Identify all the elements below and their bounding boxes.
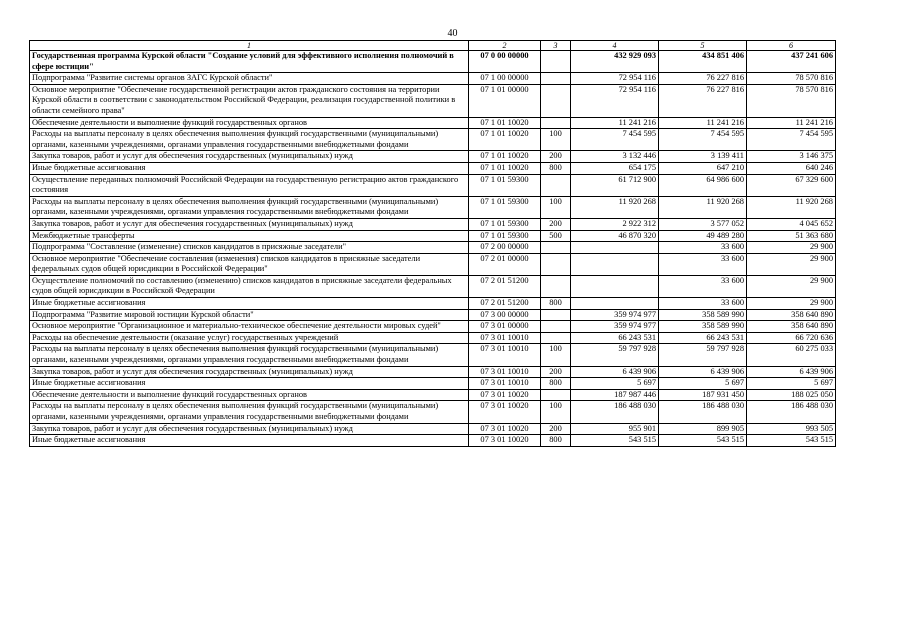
target-code-cell: 07 3 01 10010 <box>469 344 541 366</box>
target-code-cell: 07 1 01 59300 <box>469 196 541 218</box>
table-row <box>30 378 836 390</box>
amount-year3-cell: 78 570 816 <box>747 84 836 117</box>
amount-year2-cell: 434 851 406 <box>659 51 747 73</box>
amount-year2-cell: 899 905 <box>659 423 747 435</box>
amount-year2-cell: 33 600 <box>659 242 747 254</box>
amount-year1-cell: 11 241 216 <box>571 117 659 129</box>
item-name-cell: Иные бюджетные ассигнования <box>30 298 469 310</box>
table-row <box>30 151 836 163</box>
item-name-cell: Иные бюджетные ассигнования <box>30 435 469 447</box>
table-row <box>30 423 836 435</box>
item-name-cell: Закупка товаров, работ и услуг для обеспечения государственных (муниципальных) нужд <box>30 423 469 435</box>
expense-type-cell: 800 <box>541 378 571 390</box>
target-code-cell: 07 3 01 00000 <box>469 321 541 333</box>
column-number: 4 <box>571 41 659 51</box>
amount-year2-cell: 3 577 052 <box>659 218 747 230</box>
amount-year2-cell: 64 986 600 <box>659 174 747 196</box>
amount-year3-cell: 11 920 268 <box>747 196 836 218</box>
item-name-cell: Закупка товаров, работ и услуг для обеспечения государственных (муниципальных) нужд <box>30 151 469 163</box>
amount-year2-cell: 76 227 816 <box>659 84 747 117</box>
amount-year1-cell: 359 974 977 <box>571 321 659 333</box>
amount-year1-cell <box>571 275 659 297</box>
target-code-cell: 07 3 01 10020 <box>469 423 541 435</box>
amount-year1-cell: 3 132 446 <box>571 151 659 163</box>
expense-type-cell <box>541 275 571 297</box>
item-name-cell: Подпрограмма "Развитие мировой юстиции Курской области" <box>30 309 469 321</box>
target-code-cell: 07 1 01 59300 <box>469 230 541 242</box>
table-row <box>30 218 836 230</box>
amount-year1-cell: 432 929 093 <box>571 51 659 73</box>
amount-year1-cell <box>571 253 659 275</box>
expense-type-cell: 500 <box>541 230 571 242</box>
amount-year3-cell: 6 439 906 <box>747 366 836 378</box>
amount-year1-cell: 186 488 030 <box>571 401 659 423</box>
expense-type-cell: 200 <box>541 366 571 378</box>
column-number: 2 <box>469 41 541 51</box>
amount-year1-cell: 11 920 268 <box>571 196 659 218</box>
amount-year2-cell: 11 241 216 <box>659 117 747 129</box>
amount-year1-cell: 7 454 595 <box>571 129 659 151</box>
target-code-cell: 07 1 01 59300 <box>469 218 541 230</box>
amount-year1-cell: 5 697 <box>571 378 659 390</box>
column-number: 1 <box>30 41 469 51</box>
amount-year2-cell: 49 489 280 <box>659 230 747 242</box>
table-row <box>30 389 836 401</box>
item-name-cell: Основное мероприятие "Обеспечение государственной регистрации актов гражданского состояния на территории Курской области в соответствии с законодательством Российской Федерации, реализация государственной политики в области семейного права" <box>30 84 469 117</box>
amount-year3-cell: 640 246 <box>747 162 836 174</box>
amount-year2-cell: 33 600 <box>659 253 747 275</box>
amount-year3-cell: 11 241 216 <box>747 117 836 129</box>
target-code-cell: 07 3 01 10010 <box>469 366 541 378</box>
target-code-cell: 07 0 00 00000 <box>469 51 541 73</box>
amount-year1-cell: 543 515 <box>571 435 659 447</box>
expense-type-cell: 100 <box>541 196 571 218</box>
target-code-cell: 07 3 01 10020 <box>469 401 541 423</box>
expense-type-cell: 200 <box>541 151 571 163</box>
amount-year1-cell: 187 987 446 <box>571 389 659 401</box>
amount-year3-cell: 543 515 <box>747 435 836 447</box>
expense-type-cell <box>541 174 571 196</box>
expense-type-cell: 100 <box>541 129 571 151</box>
table-row <box>30 366 836 378</box>
amount-year1-cell: 66 243 531 <box>571 332 659 344</box>
amount-year3-cell: 67 329 600 <box>747 174 836 196</box>
item-name-cell: Закупка товаров, работ и услуг для обеспечения государственных (муниципальных) нужд <box>30 366 469 378</box>
target-code-cell: 07 1 01 10020 <box>469 151 541 163</box>
amount-year3-cell: 29 900 <box>747 242 836 254</box>
amount-year2-cell: 11 920 268 <box>659 196 747 218</box>
expense-type-cell: 100 <box>541 401 571 423</box>
table-row <box>30 332 836 344</box>
item-name-cell: Иные бюджетные ассигнования <box>30 162 469 174</box>
expense-type-cell <box>541 332 571 344</box>
expense-type-cell <box>541 242 571 254</box>
target-code-cell: 07 3 01 10010 <box>469 332 541 344</box>
target-code-cell: 07 2 00 00000 <box>469 242 541 254</box>
amount-year3-cell: 4 045 652 <box>747 218 836 230</box>
amount-year1-cell <box>571 242 659 254</box>
table-row <box>30 401 836 423</box>
amount-year2-cell: 187 931 450 <box>659 389 747 401</box>
item-name-cell: Основное мероприятие "Обеспечение составления (изменения) списков кандидатов в присяжные заседатели федеральных судов общей юрисдикции в Российской Федерации" <box>30 253 469 275</box>
table-row <box>30 129 836 151</box>
expense-type-cell <box>541 309 571 321</box>
target-code-cell: 07 3 01 10020 <box>469 435 541 447</box>
amount-year1-cell: 359 974 977 <box>571 309 659 321</box>
amount-year2-cell: 358 589 990 <box>659 321 747 333</box>
amount-year1-cell: 955 901 <box>571 423 659 435</box>
table-row <box>30 51 836 73</box>
table-row <box>30 174 836 196</box>
expense-type-cell: 800 <box>541 435 571 447</box>
target-code-cell: 07 2 01 51200 <box>469 298 541 310</box>
amount-year2-cell: 647 210 <box>659 162 747 174</box>
expense-type-cell <box>541 51 571 73</box>
table-row <box>30 309 836 321</box>
expense-type-cell <box>541 84 571 117</box>
expense-type-cell <box>541 117 571 129</box>
item-name-cell: Основное мероприятие "Организационное и материально-техническое обеспечение деятельности мировых судей" <box>30 321 469 333</box>
amount-year1-cell: 72 954 116 <box>571 84 659 117</box>
target-code-cell: 07 1 00 00000 <box>469 73 541 85</box>
amount-year2-cell: 5 697 <box>659 378 747 390</box>
table-row <box>30 84 836 117</box>
item-name-cell: Расходы на выплаты персоналу в целях обеспечения выполнения функций государственными (муниципальными) органами, казенными учреждениями, органами управления государственными внебюджетными фондами <box>30 129 469 151</box>
amount-year1-cell: 2 922 312 <box>571 218 659 230</box>
item-name-cell: Расходы на выплаты персоналу в целях обеспечения выполнения функций государственными (муниципальными) органами, казенными учреждениями, органами управления государственными внебюджетными фондами <box>30 344 469 366</box>
expense-type-cell: 100 <box>541 344 571 366</box>
item-name-cell: Закупка товаров, работ и услуг для обеспечения государственных (муниципальных) нужд <box>30 218 469 230</box>
table-row <box>30 253 836 275</box>
item-name-cell: Осуществление переданных полномочий Российской Федерации на государственную регистрацию актов гражданского состояния <box>30 174 469 196</box>
amount-year3-cell: 5 697 <box>747 378 836 390</box>
item-name-cell: Подпрограмма "Составление (изменение) списков кандидатов в присяжные заседатели" <box>30 242 469 254</box>
item-name-cell: Подпрограмма "Развитие системы органов ЗАГС Курской области" <box>30 73 469 85</box>
target-code-cell: 07 1 01 10020 <box>469 117 541 129</box>
table-row <box>30 275 836 297</box>
target-code-cell: 07 2 01 51200 <box>469 275 541 297</box>
item-name-cell: Обеспечение деятельности и выполнение функций государственных органов <box>30 117 469 129</box>
table-row <box>30 321 836 333</box>
amount-year2-cell: 3 139 411 <box>659 151 747 163</box>
expense-type-cell <box>541 253 571 275</box>
expense-type-cell: 800 <box>541 298 571 310</box>
expense-type-cell <box>541 389 571 401</box>
amount-year3-cell: 29 900 <box>747 253 836 275</box>
budget-table <box>29 40 836 447</box>
amount-year1-cell: 72 954 116 <box>571 73 659 85</box>
table-row <box>30 73 836 85</box>
target-code-cell: 07 1 01 00000 <box>469 84 541 117</box>
column-number: 5 <box>659 41 747 51</box>
amount-year2-cell: 186 488 030 <box>659 401 747 423</box>
table-row <box>30 435 836 447</box>
expense-type-cell: 200 <box>541 218 571 230</box>
expense-type-cell <box>541 73 571 85</box>
amount-year1-cell: 6 439 906 <box>571 366 659 378</box>
table-row <box>30 196 836 218</box>
expense-type-cell <box>541 321 571 333</box>
amount-year3-cell: 51 363 680 <box>747 230 836 242</box>
target-code-cell: 07 3 01 10010 <box>469 378 541 390</box>
table-row <box>30 230 836 242</box>
amount-year2-cell: 76 227 816 <box>659 73 747 85</box>
amount-year2-cell: 6 439 906 <box>659 366 747 378</box>
amount-year3-cell: 60 275 033 <box>747 344 836 366</box>
amount-year1-cell <box>571 298 659 310</box>
amount-year3-cell: 7 454 595 <box>747 129 836 151</box>
amount-year3-cell: 3 146 375 <box>747 151 836 163</box>
item-name-cell: Государственная программа Курской области "Создание условий для эффективного исполнения полномочий в сфере юстиции" <box>30 51 469 73</box>
amount-year2-cell: 59 797 928 <box>659 344 747 366</box>
amount-year1-cell: 61 712 900 <box>571 174 659 196</box>
column-number: 6 <box>747 41 836 51</box>
item-name-cell: Межбюджетные трансферты <box>30 230 469 242</box>
amount-year3-cell: 188 025 050 <box>747 389 836 401</box>
amount-year2-cell: 66 243 531 <box>659 332 747 344</box>
amount-year2-cell: 33 600 <box>659 298 747 310</box>
table-row <box>30 242 836 254</box>
item-name-cell: Осуществление полномочий по составлению (изменению) списков кандидатов в присяжные заседатели федеральных судов общей юрисдикции в Российской Федерации <box>30 275 469 297</box>
column-number: 3 <box>541 41 571 51</box>
amount-year2-cell: 33 600 <box>659 275 747 297</box>
amount-year1-cell: 59 797 928 <box>571 344 659 366</box>
amount-year3-cell: 437 241 606 <box>747 51 836 73</box>
target-code-cell: 07 2 01 00000 <box>469 253 541 275</box>
page-number: 40 <box>447 28 458 39</box>
item-name-cell: Расходы на выплаты персоналу в целях обеспечения выполнения функций государственными (муниципальными) органами, казенными учреждениями, органами управления государственными внебюджетными фондами <box>30 196 469 218</box>
target-code-cell: 07 3 00 00000 <box>469 309 541 321</box>
amount-year1-cell: 654 175 <box>571 162 659 174</box>
amount-year3-cell: 66 720 636 <box>747 332 836 344</box>
amount-year1-cell: 46 870 320 <box>571 230 659 242</box>
amount-year3-cell: 186 488 030 <box>747 401 836 423</box>
expense-type-cell: 200 <box>541 423 571 435</box>
item-name-cell: Иные бюджетные ассигнования <box>30 378 469 390</box>
table-row <box>30 344 836 366</box>
column-number-row <box>30 41 836 51</box>
amount-year3-cell: 993 505 <box>747 423 836 435</box>
item-name-cell: Обеспечение деятельности и выполнение функций государственных органов <box>30 389 469 401</box>
amount-year3-cell: 29 900 <box>747 275 836 297</box>
amount-year2-cell: 7 454 595 <box>659 129 747 151</box>
target-code-cell: 07 3 01 10020 <box>469 389 541 401</box>
amount-year2-cell: 358 589 990 <box>659 309 747 321</box>
expense-type-cell: 800 <box>541 162 571 174</box>
amount-year2-cell: 543 515 <box>659 435 747 447</box>
target-code-cell: 07 1 01 10020 <box>469 162 541 174</box>
target-code-cell: 07 1 01 10020 <box>469 129 541 151</box>
amount-year3-cell: 358 640 890 <box>747 321 836 333</box>
amount-year3-cell: 358 640 890 <box>747 309 836 321</box>
table-row <box>30 117 836 129</box>
table-row <box>30 162 836 174</box>
item-name-cell: Расходы на обеспечение деятельности (оказание услуг) государственных учреждений <box>30 332 469 344</box>
amount-year3-cell: 78 570 816 <box>747 73 836 85</box>
target-code-cell: 07 1 01 59300 <box>469 174 541 196</box>
item-name-cell: Расходы на выплаты персоналу в целях обеспечения выполнения функций государственными (муниципальными) органами, казенными учреждениями, органами управления государственными внебюджетными фондами <box>30 401 469 423</box>
table-row <box>30 298 836 310</box>
amount-year3-cell: 29 900 <box>747 298 836 310</box>
